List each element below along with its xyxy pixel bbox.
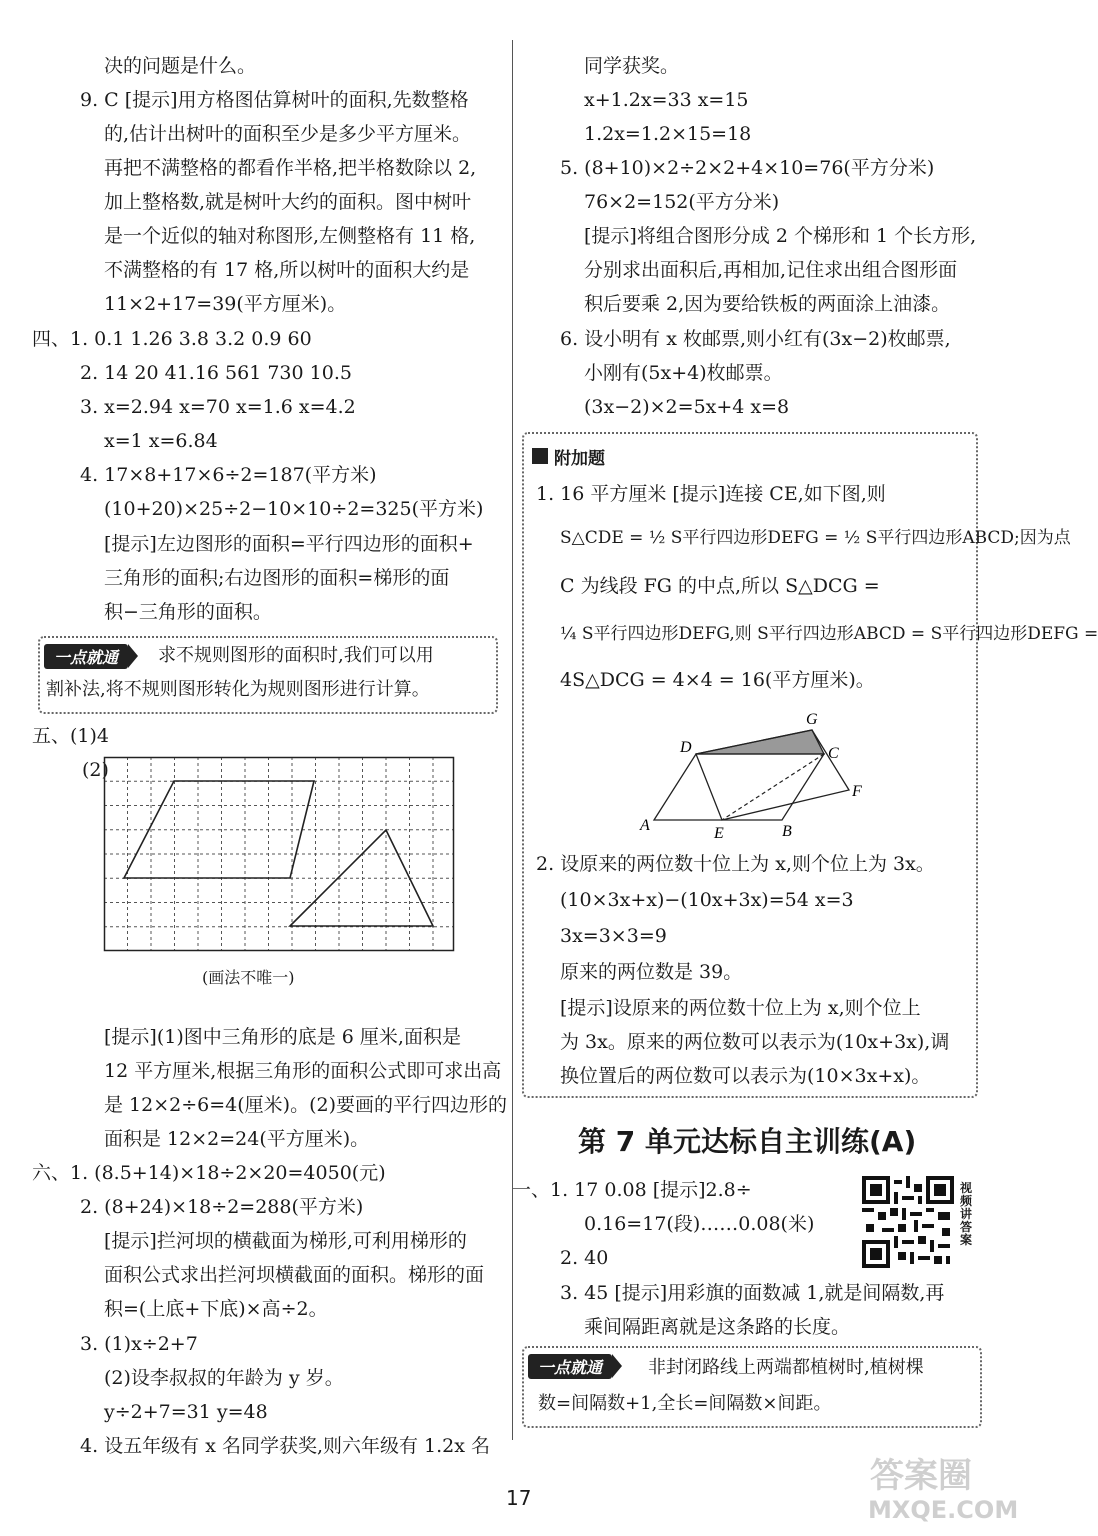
formula-line: S△CDE = ½ S平行四边形DEFG = ½ S平行四边形ABCD;因为点: [560, 528, 1071, 548]
geometry-figure: [634, 700, 874, 840]
text-line: 3. (1)x÷2+7: [80, 1333, 198, 1355]
extra-icon: [532, 448, 548, 464]
text-line: 2. 设原来的两位数十位上为 x,则个位上为 3x。: [536, 853, 935, 875]
text-line: 乘间隔距离就是这条路的长度。: [584, 1316, 851, 1338]
parallelogram-abcd: [654, 754, 824, 820]
text-line: [提示]拦河坝的横截面为梯形,可利用梯形的: [104, 1230, 467, 1252]
text-line: 5. (8+10)×2÷2×2+4×10=76(平方分米): [560, 157, 935, 179]
text-line: 决的问题是什么。: [104, 55, 257, 77]
text-line: x+1.2x=33 x=15: [584, 89, 749, 111]
qr-code[interactable]: [862, 1176, 954, 1268]
text-line: (3x−2)×2=5x+4 x=8: [584, 396, 790, 418]
watermark-domain: MXQE.COM: [868, 1496, 1019, 1524]
tip-box: [522, 1346, 982, 1428]
text-line: 3. 45 [提示]用彩旗的面数减 1,就是间隔数,再: [560, 1282, 945, 1304]
text-line: 四、1. 0.1 1.26 3.8 3.2 0.9 60: [32, 328, 312, 350]
text-line: 1. 16 平方厘米 [提示]连接 CE,如下图,则: [536, 483, 886, 505]
text-line: 面积公式求出拦河坝横截面的面积。梯形的面: [104, 1264, 485, 1286]
tip-badge: 一点就通: [528, 1354, 612, 1379]
text-line: 一、1. 17 0.08 [提示]2.8÷: [512, 1179, 752, 1201]
text-line: 六、1. (8.5+14)×18÷2×20=4050(元): [32, 1162, 386, 1184]
unit-title: 第 7 单元达标自主训练(A): [578, 1125, 917, 1158]
text-line: 6. 设小明有 x 枚邮票,则小红有(3x−2)枚邮票,: [560, 328, 951, 350]
text-line: 为 3x。原来的两位数可以表示为(10x+3x),调: [560, 1031, 950, 1053]
label-f: F: [852, 783, 862, 800]
label-d: D: [680, 739, 692, 756]
tip-text: 非封闭路线上两端都植树时,植树棵: [648, 1357, 924, 1378]
formula-line: ¼ S平行四边形DEFG,则 S平行四边形ABCD = S平行四边形DEFG =: [560, 624, 1098, 644]
tip-text: 求不规则图形的面积时,我们可以用: [158, 645, 434, 666]
qr-caption: 视频讲答案: [960, 1181, 973, 1247]
text-line: 换位置后的两位数可以表示为(10×3x+x)。: [560, 1065, 931, 1087]
grid-lines: [104, 757, 454, 951]
grid-caption: (画法不唯一): [202, 968, 295, 987]
extra-title: 附加题: [554, 449, 605, 469]
text-line: 2. (8+24)×18÷2=288(平方米): [80, 1196, 364, 1218]
text-line: 三角形的面积;右边图形的面积=梯形的面: [104, 567, 450, 589]
text-line: 9. C [提示]用方格图估算树叶的面积,先数整格: [80, 89, 469, 111]
text-line: 是 12×2÷6=4(厘米)。(2)要画的平行四边形的: [104, 1094, 507, 1116]
text-line: 积后要乘 2,因为要给铁板的两面涂上油漆。: [584, 293, 951, 315]
text-line: y÷2+7=31 y=48: [104, 1401, 268, 1423]
tip-text: 数=间隔数+1,全长=间隔数×间距。: [538, 1393, 832, 1414]
text-line: (10+20)×25÷2−10×10÷2=325(平方米): [104, 498, 484, 520]
text-line: 面积是 12×2=24(平方厘米)。: [104, 1128, 370, 1150]
text-line: [提示]设原来的两位数十位上为 x,则个位上: [560, 997, 921, 1019]
tip-text: 割补法,将不规则图形转化为规则图形进行计算。: [46, 679, 430, 700]
text-line: 不满整格的有 17 格,所以树叶的面积大约是: [104, 259, 470, 281]
text-line: 11×2+17=39(平方厘米)。: [104, 293, 347, 315]
text-line: 加上整格数,就是树叶大约的面积。图中树叶: [104, 191, 472, 213]
text-line: 是一个近似的轴对称图形,左侧整格有 11 格,: [104, 225, 476, 247]
section-five-label: 五、(1)4: [32, 725, 110, 747]
tip-box: [38, 636, 498, 714]
text-line: x=1 x=6.84: [104, 430, 218, 452]
grid-figure: [104, 757, 454, 951]
label-a: A: [640, 817, 650, 834]
text-line: [提示]将组合图形分成 2 个梯形和 1 个长方形,: [584, 225, 977, 247]
segment-ce: [722, 754, 824, 820]
text-line: [提示]左边图形的面积=平行四边形的面积+: [104, 533, 474, 555]
text-line: C 为线段 FG 的中点,所以 S△DCG =: [560, 575, 880, 597]
column-divider: [512, 40, 513, 1440]
text-line: 3. x=2.94 x=70 x=1.6 x=4.2: [80, 396, 356, 418]
watermark-logo: 答案圈: [870, 1456, 972, 1496]
text-line: 4. 17×8+17×6÷2=187(平方米): [80, 464, 377, 486]
tip-badge: 一点就通: [44, 644, 128, 669]
label-c: C: [828, 745, 839, 762]
text-line: 1.2x=1.2×15=18: [584, 123, 752, 145]
text-line: (10×3x+x)−(10x+3x)=54 x=3: [560, 889, 854, 911]
text-line: 再把不满整格的都看作半格,把半格数除以 2,: [104, 157, 477, 179]
text-line: 原来的两位数是 39。: [560, 961, 743, 983]
text-line: 76×2=152(平方分米): [584, 191, 780, 213]
text-line: 4. 设五年级有 x 名同学获奖,则六年级有 1.2x 名: [80, 1435, 491, 1457]
text-line: 的,估计出树叶的面积至少是多少平方厘米。: [104, 123, 472, 145]
text-line: 2. 40: [560, 1247, 609, 1269]
text-line: 积=(上底+下底)×高÷2。: [104, 1298, 328, 1320]
label-e: E: [714, 825, 724, 842]
text-line: 4S△DCG = 4×4 = 16(平方厘米)。: [560, 669, 875, 691]
label-g: G: [806, 711, 818, 728]
text-line: 3x=3×3=9: [560, 925, 667, 947]
text-line: 2. 14 20 41.16 561 730 10.5: [80, 362, 352, 384]
text-line: 12 平方厘米,根据三角形的面积公式即可求出高: [104, 1060, 502, 1082]
text-line: [提示](1)图中三角形的底是 6 厘米,面积是: [104, 1026, 461, 1048]
page-number: 17: [506, 1486, 532, 1510]
text-line: 小刚有(5x+4)枚邮票。: [584, 362, 783, 384]
text-line: 分别求出面积后,再相加,记住求出组合图形面: [584, 259, 958, 281]
extra-questions-box: [522, 432, 1098, 1098]
text-line: 积−三角形的面积。: [104, 601, 272, 623]
text-line: (2)设李叔叔的年龄为 y 岁。: [104, 1367, 344, 1389]
text-line: 0.16=17(段)……0.08(米): [584, 1213, 815, 1235]
label-b: B: [782, 823, 792, 840]
grid-label: (2): [82, 759, 109, 781]
text-line: 同学获奖。: [584, 55, 680, 77]
